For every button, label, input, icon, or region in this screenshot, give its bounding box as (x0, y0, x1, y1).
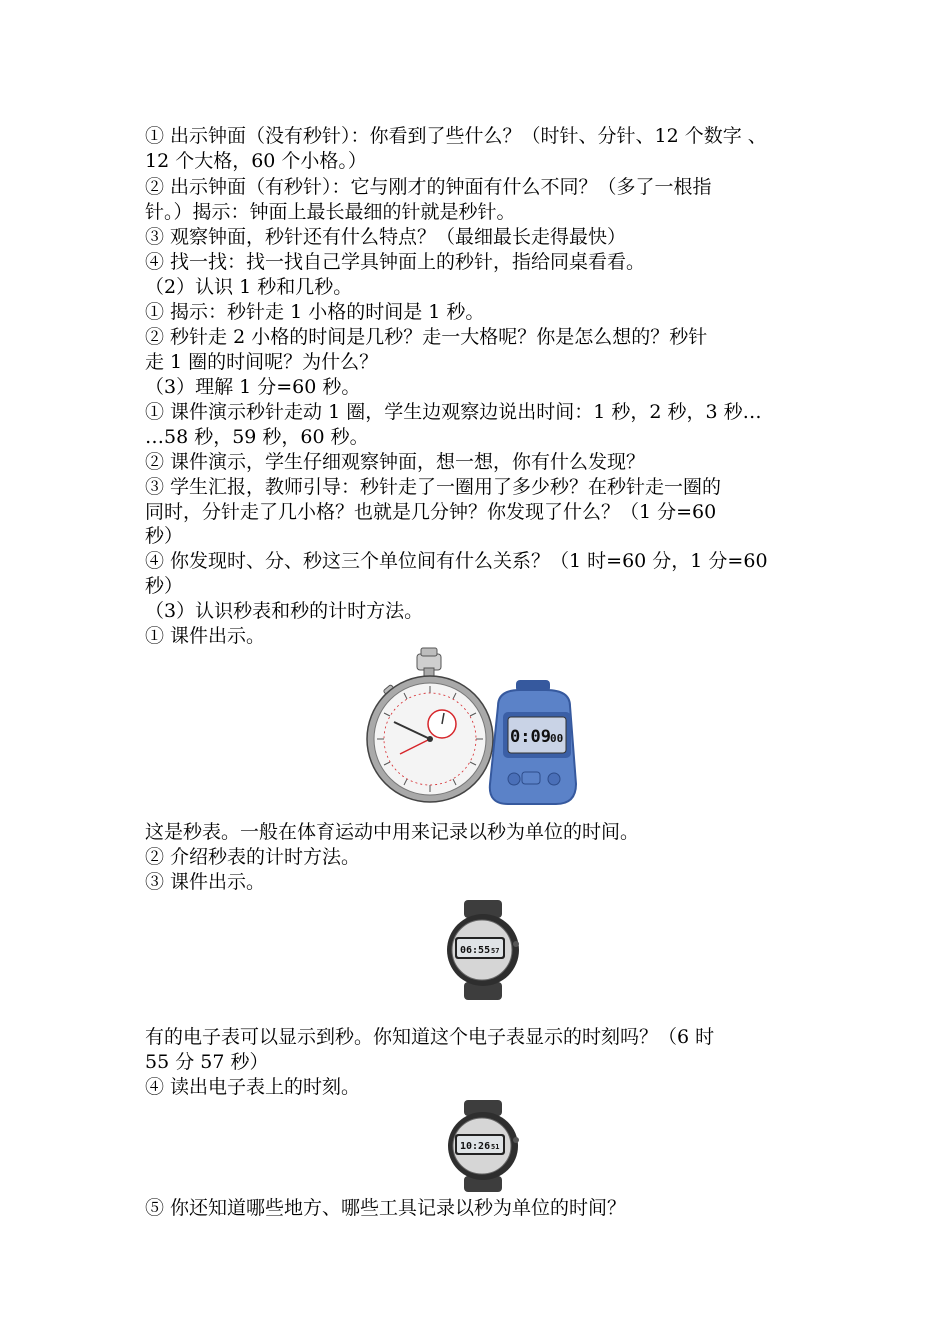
stopwatch-display: 0:09 (510, 727, 551, 747)
text-line: （2）认识 1 秒和几秒。 (145, 276, 353, 298)
text-line: ② 秒针走 2 小格的时间是几秒？走一大格呢？你是怎么想的？秒针 (145, 326, 708, 348)
text-line: 走 1 圈的时间呢？为什么？ (145, 351, 379, 373)
text-line: 同时，分针走了几小格？也就是几分钟？你发现了什么？（1 分=60 (145, 501, 717, 523)
text-line: 秒） (145, 575, 184, 597)
stopwatch-display-seconds: 00 (550, 732, 564, 745)
text-line: ① 揭示：秒针走 1 小格的时间是 1 秒。 (145, 301, 485, 323)
text-line: ① 课件演示秒针走动 1 圈，学生边观察边说出时间：1 秒，2 秒，3 秒… (145, 401, 762, 423)
text-line: ④ 找一找：找一找自己学具钟面上的秒针，指给同桌看看。 (145, 251, 646, 273)
watch2-display: 10:26 (460, 1141, 491, 1152)
text-line: ② 介绍秒表的计时方法。 (145, 846, 361, 868)
stopwatch-figure (360, 644, 590, 809)
text-line: …58 秒，59 秒，60 秒。 (145, 426, 369, 448)
watch1-display-seconds: 57 (491, 947, 500, 955)
text-line: 12 个大格，60 个小格。） (145, 150, 367, 172)
text-line: ② 课件演示，学生仔细观察钟面，想一想，你有什么发现？ (145, 451, 646, 473)
text-line: 这是秒表。一般在体育运动中用来记录以秒为单位的时间。 (145, 821, 640, 843)
text-line: ⑤ 你还知道哪些地方、哪些工具记录以秒为单位的时间？ (145, 1197, 627, 1219)
text-line: ④ 你发现时、分、秒这三个单位间有什么关系？（1 时=60 分，1 分=60 (145, 550, 768, 572)
text-line: 秒） (145, 525, 184, 547)
watch1-display: 06:55 (460, 945, 491, 956)
text-line: 针。）揭示：钟面上最长最细的针就是秒针。 (145, 201, 516, 223)
text-line: ③ 课件出示。 (145, 871, 266, 893)
text-line: 55 分 57 秒） (145, 1051, 269, 1073)
text-line: ② 出示钟面（有秒针）：它与刚才的钟面有什么不同？（多了一根指 (145, 176, 712, 198)
text-line: ④ 读出电子表上的时刻。 (145, 1076, 361, 1098)
digital-watch-figure-1 (444, 900, 522, 1000)
text-line: ① 出示钟面（没有秒针）：你看到了些什么？（时针、分针、12 个数字 、 (145, 125, 767, 147)
text-line: ③ 观察钟面，秒针还有什么特点？（最细最长走得最快） (145, 226, 627, 248)
text-line: 有的电子表可以显示到秒。你知道这个电子表显示的时刻吗？（6 时 (145, 1026, 715, 1048)
watch2-display-seconds: 51 (491, 1143, 500, 1151)
text-line: ① 课件出示。 (145, 625, 266, 647)
text-line: （3）理解 1 分=60 秒。 (145, 376, 361, 398)
text-line: ③ 学生汇报，教师引导：秒针走了一圈用了多少秒？在秒针走一圈的 (145, 476, 722, 498)
analog-stopwatch-image (367, 648, 493, 802)
text-line: （3）认识秒表和秒的计时方法。 (145, 600, 424, 622)
digital-watch-figure-2 (444, 1100, 522, 1192)
